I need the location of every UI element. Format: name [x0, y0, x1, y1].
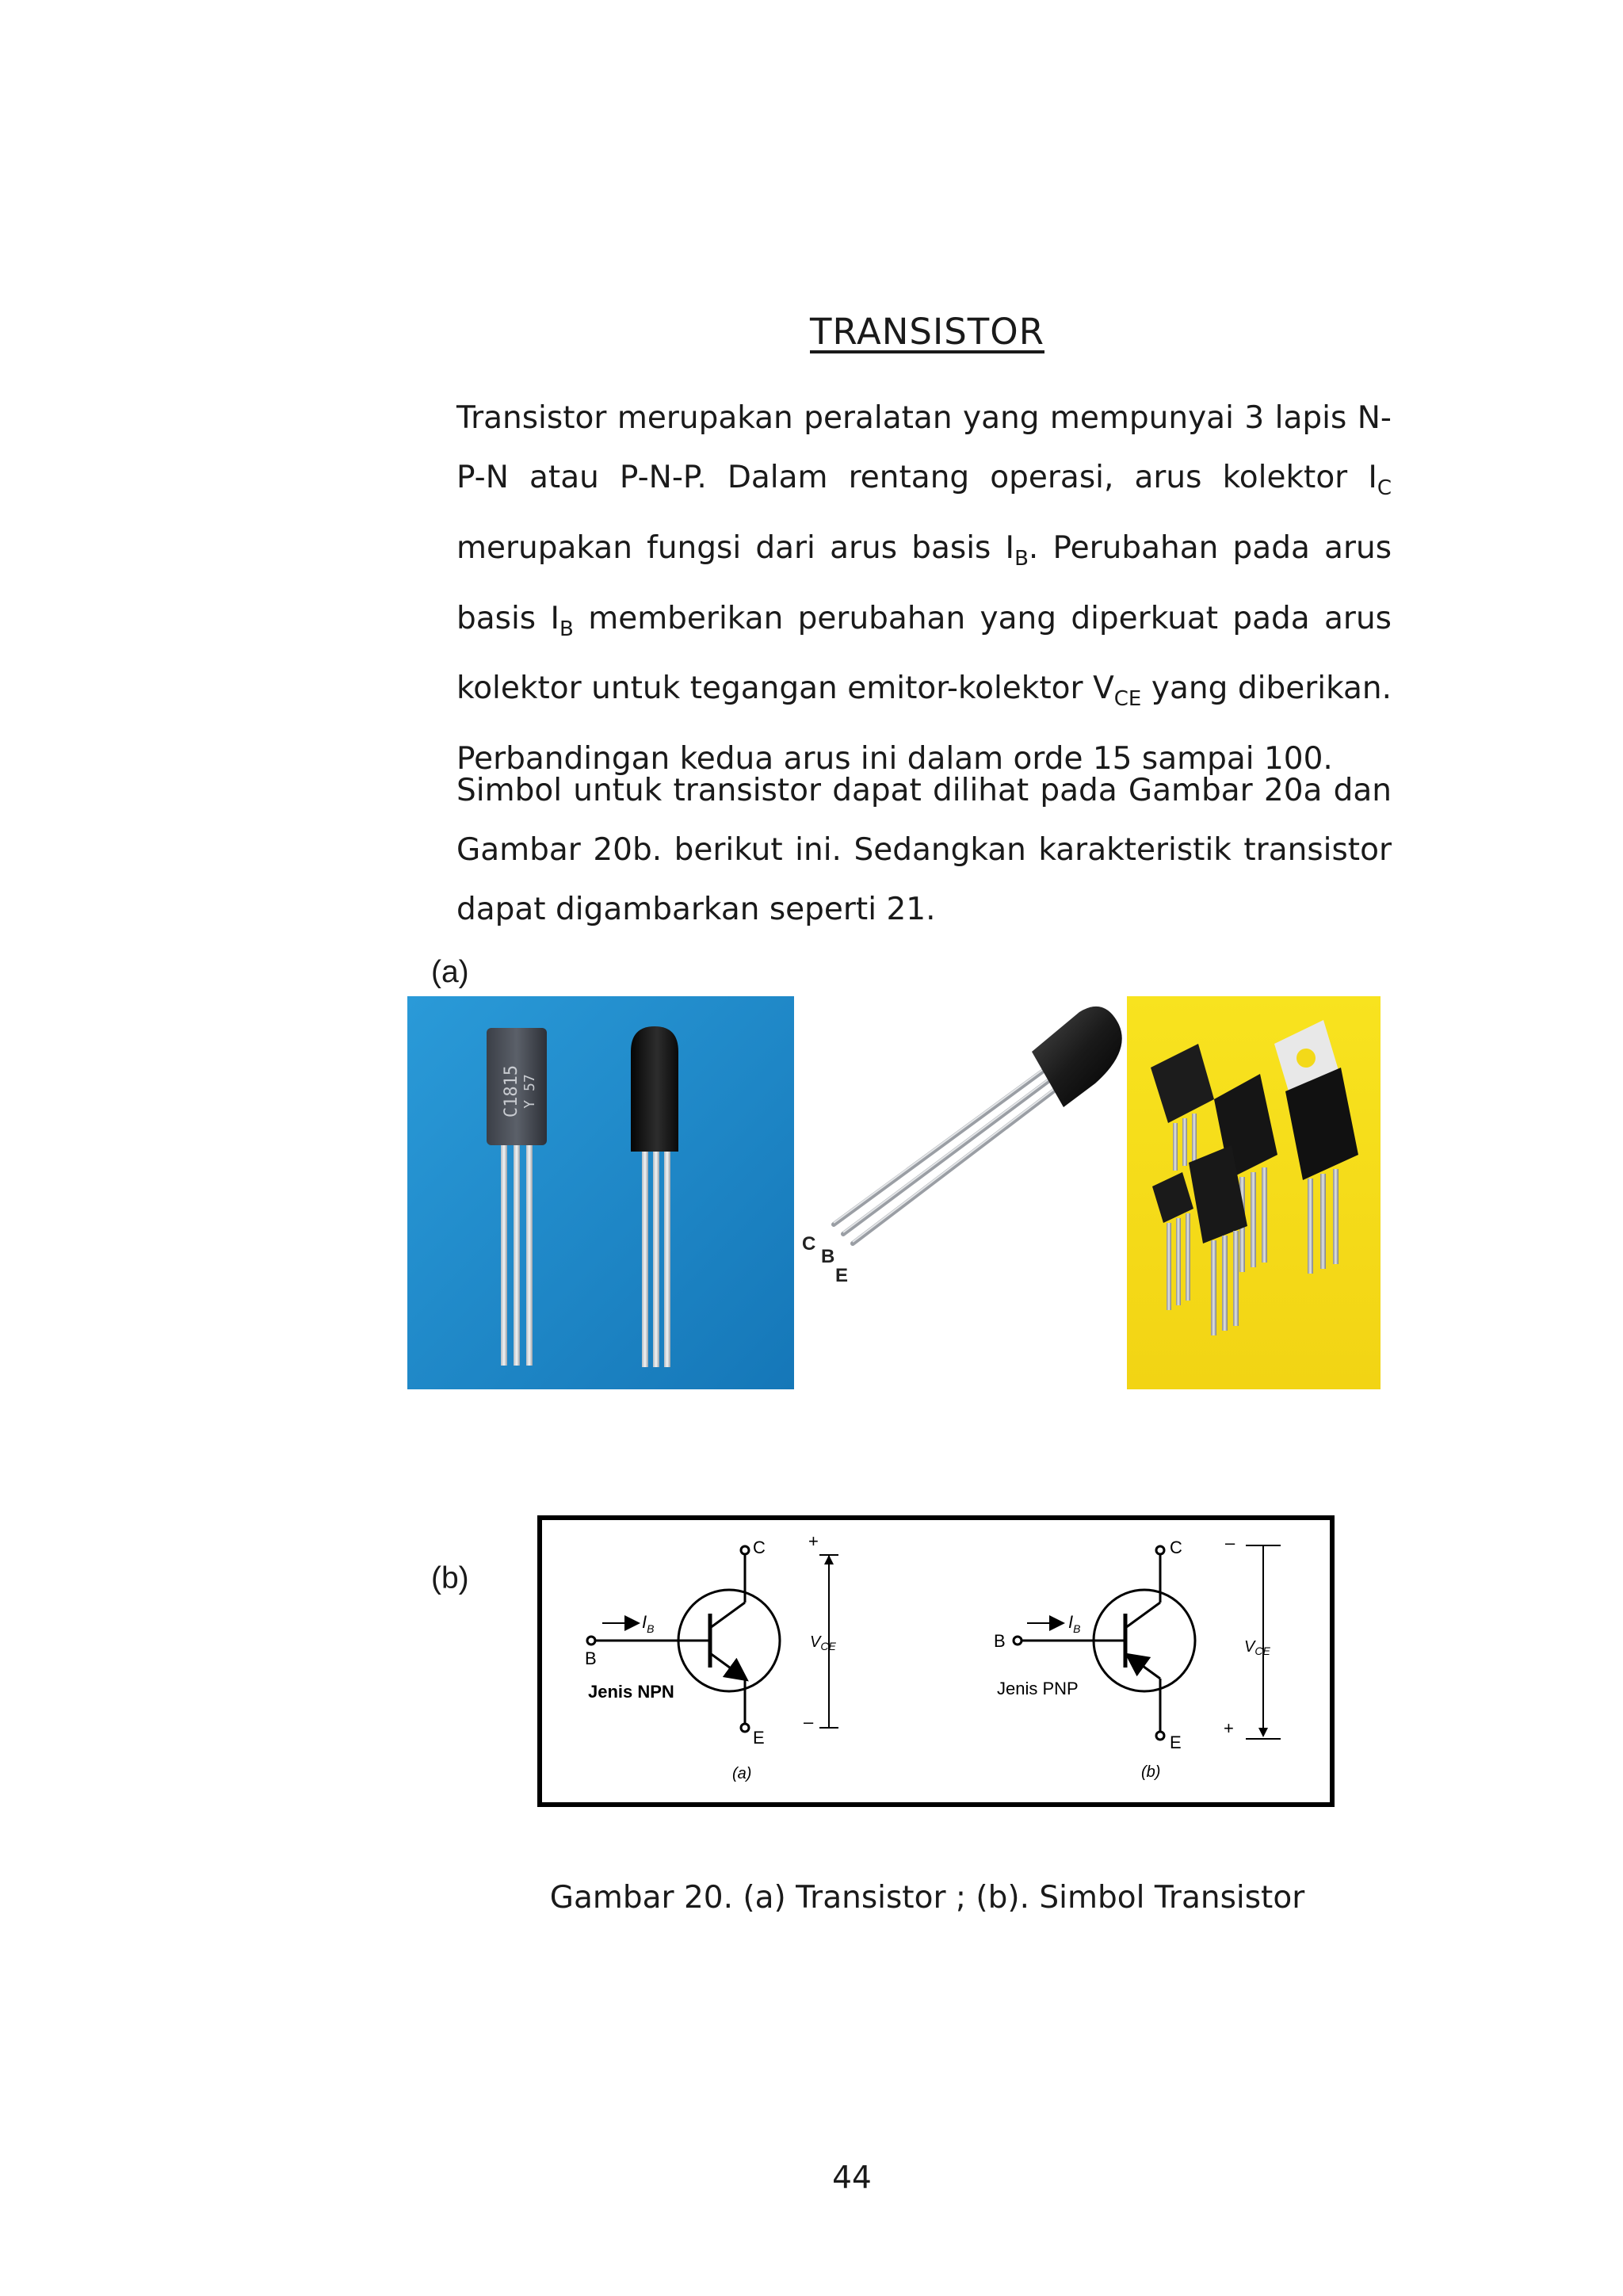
paragraph-1	[456, 388, 1392, 789]
pnp-type-label: Jenis PNP	[997, 1679, 1079, 1698]
pnp-e-label: E	[1170, 1733, 1182, 1752]
paragraph-1-text: Transistor merupakan peralatan yang mempunyai 3 lapis N-P-N atau P-N-P. Dalam rentang operasi, arus kolektor I	[456, 400, 1392, 495]
transistor-photo-blue	[407, 996, 794, 1389]
pnp-ib-label	[1068, 1612, 1080, 1635]
npn-minus: –	[804, 1712, 814, 1732]
page-title: TRANSISTOR	[810, 311, 1044, 353]
pnp-vce-sub: CE	[1254, 1645, 1270, 1657]
photo2-pin-e: E	[835, 1265, 849, 1286]
npn-plus: +	[808, 1531, 819, 1551]
pnp-plus: +	[1224, 1718, 1234, 1738]
paragraph-1-text: yang diberikan. Perbandingan kedua arus ini dalam orde 15 sampai 100.	[456, 670, 1392, 777]
subscript-b: B	[559, 617, 574, 641]
npn-type-label: Jenis NPN	[588, 1682, 674, 1702]
npn-c-label: C	[753, 1538, 766, 1557]
npn-vce-main: V	[810, 1633, 821, 1651]
subscript-ce: CE	[1113, 687, 1142, 712]
pnp-vce-main: V	[1244, 1638, 1255, 1656]
npn-symbol	[585, 1531, 838, 1782]
paragraph-1-text: memberikan perubahan yang diperkuat pada arus kolektor untuk tegangan emitor-kolektor V	[456, 600, 1392, 707]
pnp-symbol	[994, 1533, 1281, 1781]
transistor-photo-yellow	[1127, 996, 1381, 1389]
npn-vce-label	[810, 1633, 836, 1652]
pnp-tag: (b)	[1141, 1763, 1161, 1781]
npn-e-label: E	[753, 1728, 765, 1748]
paragraph-1-text: . Perubahan pada arus basis I	[456, 529, 1392, 636]
figure-caption: Gambar 20. (a) Transistor ; (b). Simbol Transistor	[549, 1880, 1305, 1916]
photo1-marking-line1: C1815	[502, 1064, 521, 1118]
pnp-ib-main: I	[1068, 1612, 1074, 1632]
npn-ib-main: I	[642, 1612, 647, 1632]
subscript-b: B	[1014, 546, 1029, 571]
pnp-b-label: B	[994, 1631, 1006, 1651]
subscript-c: C	[1377, 476, 1392, 500]
pnp-vce-label	[1244, 1638, 1270, 1657]
page-number: 44	[832, 2160, 872, 2196]
npn-ib-sub: B	[647, 1622, 655, 1635]
photo2-pin-b: B	[821, 1246, 835, 1267]
paragraph-2: Simbol untuk transistor dapat dilihat pada Gambar 20a dan Gambar 20b. berikut ini. Sedangkan karakteristik transistor dapat digambarkan seperti 21.	[456, 773, 1392, 927]
npn-vce-sub: CE	[820, 1640, 836, 1652]
photo2-pin-c: C	[802, 1233, 816, 1255]
transistor-photo-white	[794, 996, 1127, 1329]
pnp-c-label: C	[1170, 1538, 1182, 1557]
figure-b-label: (b)	[431, 1561, 469, 1595]
photo1-marking-line2: Y 57	[521, 1074, 538, 1109]
npn-ib-label	[642, 1612, 654, 1635]
transistor-symbols-panel	[537, 1515, 1335, 1807]
paragraph-1-text: merupakan fungsi dari arus basis I	[456, 529, 1015, 566]
pnp-minus: –	[1225, 1533, 1235, 1553]
figure-a-label: (a)	[431, 955, 469, 989]
npn-tag: (a)	[732, 1765, 752, 1782]
npn-b-label: B	[585, 1648, 597, 1668]
pnp-ib-sub: B	[1073, 1622, 1081, 1635]
